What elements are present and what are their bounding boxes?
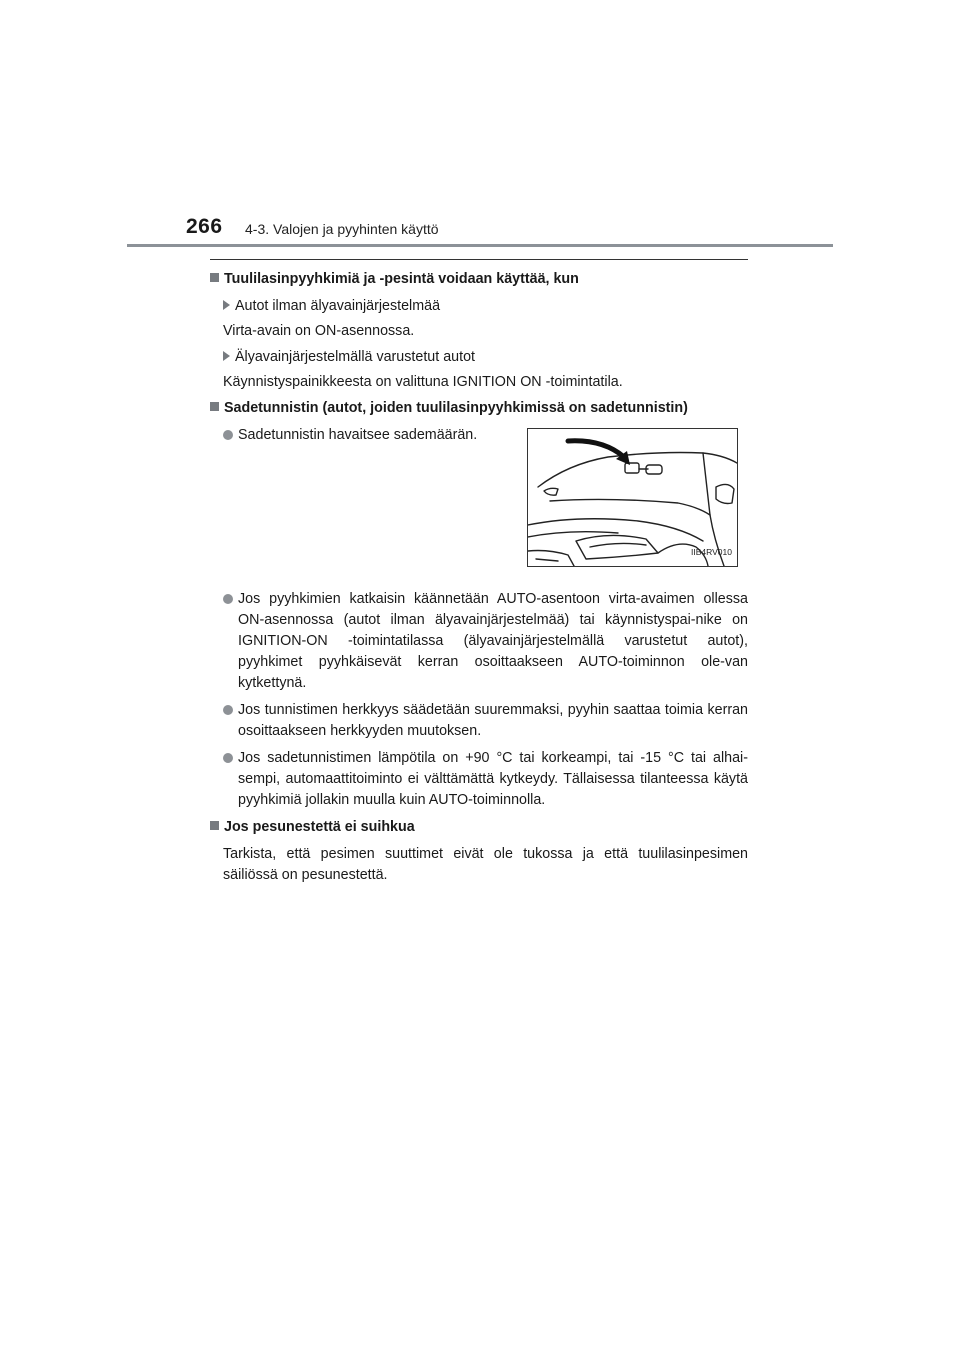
condition-smart-key: Älyavainjärjestelmällä varustetut autot bbox=[223, 347, 748, 368]
heading-rain-sensor: Sadetunnistin (autot, joiden tuulilasinpyyhkimissä on sadetunnistin) bbox=[210, 398, 748, 419]
header-divider bbox=[127, 244, 833, 247]
triangle-bullet-icon bbox=[223, 351, 230, 361]
page-content bbox=[210, 269, 748, 886]
list-item: Jos sadetunnistimen lämpötila on +90 °C tai korkeampi, tai -15 °C tai alhai-sempi, automaattitoiminto ei välttämättä kytkeydy. Tällaisessa tilanteessa käytä pyyhkimiä jollakin muulla kuin AUTO-toiminnolla. bbox=[210, 748, 748, 811]
text-key-on: Virta-avain on ON-asennossa. bbox=[223, 323, 415, 339]
section-title: 4-3. Valojen ja pyyhinten käyttö bbox=[245, 221, 439, 237]
list-item: Sadetunnistin havaitsee sademäärän. bbox=[210, 425, 748, 446]
rain-sensor-figure-row bbox=[210, 425, 748, 581]
square-bullet-icon bbox=[210, 273, 219, 282]
list-item: Jos tunnistimen herkkyys säädetään suuremmaksi, pyyhin saattaa toimia kerran osoittaakseen herkkyyden muutoksen. bbox=[210, 700, 748, 742]
circle-bullet-icon bbox=[223, 705, 233, 715]
condition-no-smart-key: Autot ilman älyavainjärjestelmää bbox=[223, 296, 748, 317]
list-item: Jos pyyhkimien katkaisin käännetään AUTO-asentoon virta-avaimen ollessa ON-asennossa (autot ilman älyavainjärjestelmää) tai käynnistyspai-nike on IGNITION-ON -toimintatilassa (älyavainjärjestelmällä varustetut autot), pyyhkimet pyyhkäisevät kerran osoittaakseen AUTO-toiminnon ole-van kytkettynä. bbox=[210, 589, 748, 694]
rain-sensor-illustration bbox=[527, 428, 738, 567]
triangle-bullet-icon bbox=[223, 300, 230, 310]
circle-bullet-icon bbox=[223, 753, 233, 763]
heading-washer-fluid: Jos pesunestettä ei suihkua bbox=[210, 817, 748, 838]
text-check-nozzles: Tarkista, että pesimen suuttimet eivät ole tukossa ja että tuulilasinpesimen säiliössä on pesunestettä. bbox=[223, 846, 748, 883]
square-bullet-icon bbox=[210, 402, 219, 411]
square-bullet-icon bbox=[210, 821, 219, 830]
page-number: 266 bbox=[186, 215, 223, 238]
heading-usage-conditions: Tuulilasinpyyhkimiä ja -pesintä voidaan käyttää, kun bbox=[210, 269, 748, 290]
content-divider bbox=[210, 259, 748, 260]
figure-code: IIB4RV010 bbox=[691, 547, 732, 557]
circle-bullet-icon bbox=[223, 594, 233, 604]
circle-bullet-icon bbox=[223, 430, 233, 440]
text-ignition-on: Käynnistyspainikkeesta on valittuna IGNITION ON -toimintatila. bbox=[223, 374, 623, 390]
